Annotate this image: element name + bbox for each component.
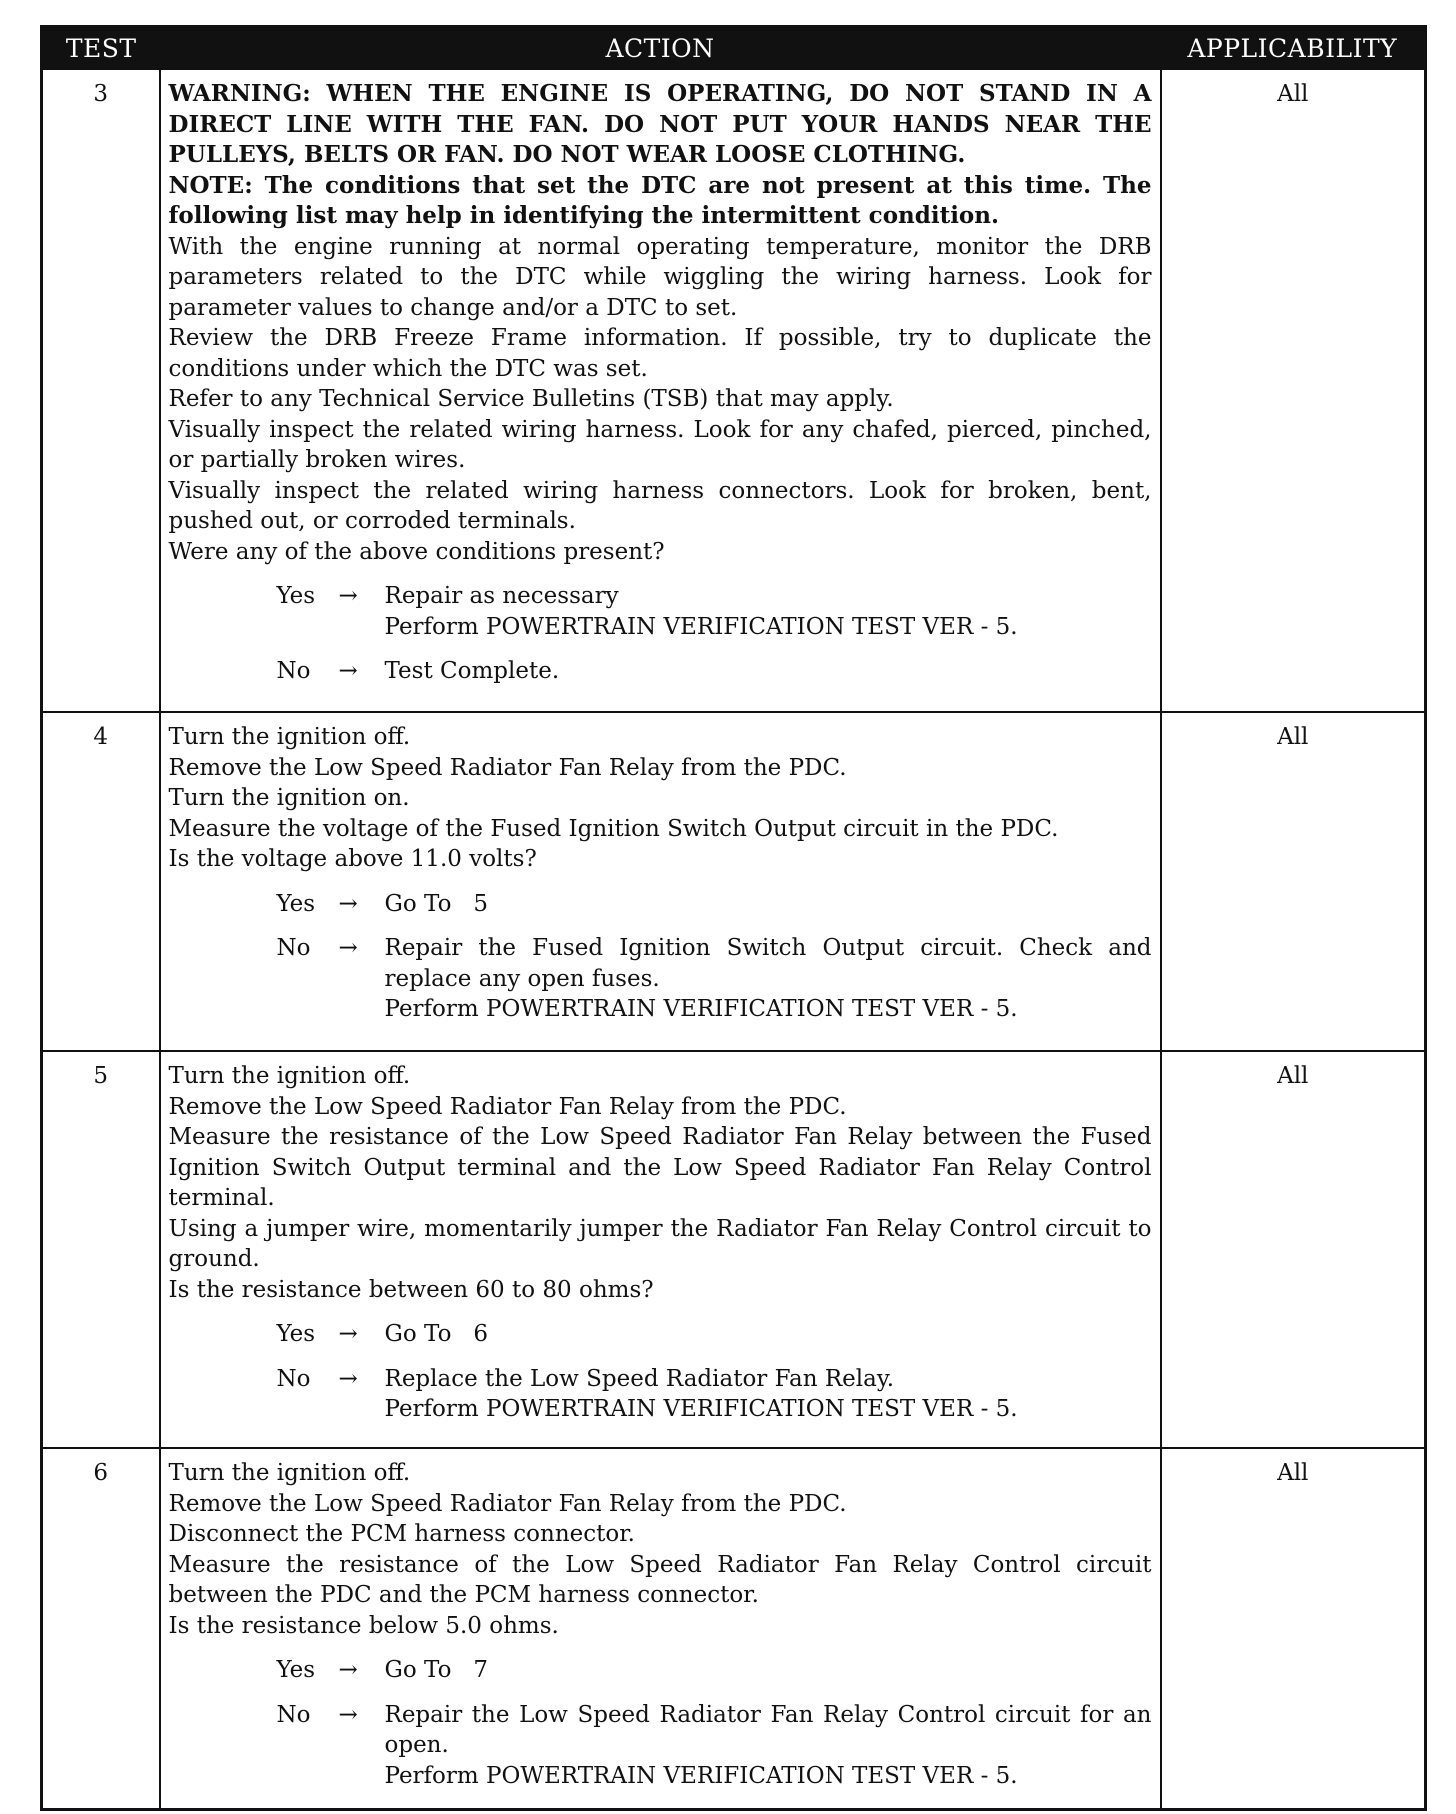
result-action-line: Go To 5 — [384, 890, 488, 917]
instruction-line: Is the resistance between 60 to 80 ohms? — [168, 1276, 654, 1303]
right-arrow-icon: → — [338, 583, 358, 609]
result-options — [169, 1319, 1152, 1425]
result-option-text — [385, 1655, 1152, 1686]
action-cell — [160, 1448, 1161, 1809]
instruction-line: Visually inspect the related wiring harness connectors. Look for broken, bent, pushed out, or corroded terminals. — [168, 477, 1152, 534]
table-row — [42, 1051, 1426, 1448]
right-arrow-icon: → — [338, 1365, 358, 1392]
result-option-no — [277, 656, 1152, 687]
right-arrow-icon: → — [338, 1657, 358, 1683]
instruction-line: Remove the Low Speed Radiator Fan Relay from the PDC. — [168, 1093, 847, 1120]
result-option-no — [277, 1364, 1152, 1425]
result-action-line: Repair the Fused Ignition Switch Output circuit. Check and replace any open fuses. — [384, 935, 1152, 992]
instruction-line: Turn the ignition on. — [168, 785, 410, 811]
result-option-text — [385, 1364, 1152, 1425]
table-body — [42, 69, 1426, 1809]
result-action-line: Perform POWERTRAIN VERIFICATION TEST VER - 5. — [384, 1762, 1018, 1789]
instruction-line: Measure the resistance of the Low Speed Radiator Fan Relay Control circuit between the PDC and the PCM harness connector. — [168, 1551, 1152, 1608]
instruction-line: Using a jumper wire, momentarily jumper the Radiator Fan Relay Control circuit to ground. — [168, 1215, 1152, 1272]
instruction-line: Measure the resistance of the Low Speed Radiator Fan Relay between the Fused Ignition Switch Output terminal and the Low Speed Radiator Fan Relay Control terminal. — [168, 1124, 1152, 1211]
result-option-text — [385, 656, 1152, 687]
right-arrow-icon: → — [338, 658, 358, 684]
instruction-line: Remove the Low Speed Radiator Fan Relay from the PDC. — [168, 1490, 847, 1517]
result-action-line: Perform POWERTRAIN VERIFICATION TEST VER - 5. — [384, 996, 1018, 1022]
applicability-value: All — [1161, 712, 1426, 1051]
applicability-value: All — [1161, 69, 1426, 712]
right-arrow-icon: → — [338, 1321, 358, 1347]
result-action-line: Test Complete. — [384, 658, 560, 684]
result-action-line: Go To 6 — [384, 1321, 488, 1347]
result-option-yes — [277, 889, 1152, 920]
instruction-line: Review the DRB Freeze Frame information. If possible, try to duplicate the conditions under which the DTC was set. — [168, 325, 1152, 382]
result-options — [169, 1655, 1152, 1791]
instruction-line: Is the resistance below 5.0 ohms. — [168, 1612, 559, 1639]
applicability-column-header: APPLICABILITY — [1161, 27, 1426, 70]
result-option-text — [385, 581, 1152, 642]
instruction-line: Turn the ignition off. — [168, 724, 411, 750]
test-number: 4 — [42, 712, 160, 1051]
result-option-yes — [277, 1655, 1152, 1686]
action-cell — [160, 1051, 1161, 1448]
result-option-text — [385, 933, 1152, 1025]
result-action-line: Perform POWERTRAIN VERIFICATION TEST VER - 5. — [384, 1396, 1018, 1422]
result-option-label: No — [276, 1365, 311, 1392]
instruction-line: Refer to any Technical Service Bulletins (TSB) that may apply. — [168, 386, 894, 412]
applicability-value: All — [1161, 1051, 1426, 1448]
instruction-line: Measure the voltage of the Fused Ignition Switch Output circuit in the PDC. — [168, 815, 1059, 842]
result-action-line: Go To 7 — [384, 1657, 488, 1683]
instruction-line: With the engine running at normal operating temperature, monitor the DRB parameters related to the DTC while wiggling the wiring harness. Look for parameter values to change and/or a DTC to set. — [168, 233, 1152, 321]
applicability-value: All — [1161, 1448, 1426, 1809]
test-column-header: TEST — [42, 27, 160, 70]
table-row — [42, 1448, 1426, 1809]
result-action-line: Perform POWERTRAIN VERIFICATION TEST VER - 5. — [384, 613, 1018, 640]
result-option-no — [277, 933, 1152, 1025]
instruction-line: Were any of the above conditions present? — [168, 538, 665, 565]
warning-text: WARNING: WHEN THE ENGINE IS OPERATING, DO NOT STAND IN A DIRECT LINE WITH THE FAN. DO NOT PUT YOUR HANDS NEAR THE PULLEYS, BELTS OR FAN. DO NOT WEAR LOOSE CLOTHING. — [168, 80, 1152, 168]
result-option-label: No — [276, 1701, 311, 1728]
right-arrow-icon: → — [338, 935, 358, 961]
result-option-label: Yes — [276, 1657, 316, 1683]
result-option-no — [277, 1700, 1152, 1792]
instruction-line: Disconnect the PCM harness connector. — [168, 1521, 635, 1547]
instruction-line: Turn the ignition off. — [168, 1063, 411, 1089]
result-option-label: Yes — [276, 890, 316, 917]
instruction-line: Is the voltage above 11.0 volts? — [168, 846, 537, 872]
result-option-yes — [277, 1319, 1152, 1350]
result-option-label: Yes — [276, 583, 316, 609]
result-option-text — [385, 889, 1152, 920]
test-number: 5 — [42, 1051, 160, 1448]
result-options — [169, 581, 1152, 687]
result-option-text — [385, 1319, 1152, 1350]
right-arrow-icon: → — [338, 890, 358, 917]
diagnostic-test-table — [40, 25, 1427, 1811]
result-action-line: Repair the Low Speed Radiator Fan Relay Control circuit for an open. — [384, 1701, 1152, 1758]
table-row — [42, 69, 1426, 712]
result-option-label: No — [276, 935, 311, 961]
note-text: NOTE: The conditions that set the DTC are not present at this time. The following list may help in identifying the intermittent condition. — [168, 171, 1152, 229]
action-cell — [160, 69, 1161, 712]
result-options — [169, 889, 1152, 1025]
table-row — [42, 712, 1426, 1051]
table-header — [42, 27, 1426, 70]
result-option-yes — [277, 581, 1152, 642]
result-option-label: No — [276, 658, 311, 684]
instruction-line: Remove the Low Speed Radiator Fan Relay from the PDC. — [168, 754, 847, 781]
test-number: 6 — [42, 1448, 160, 1809]
instruction-line: Visually inspect the related wiring harness. Look for any chafed, pierced, pinched, or partially broken wires. — [168, 416, 1152, 473]
action-column-header: ACTION — [160, 27, 1161, 70]
result-option-label: Yes — [276, 1321, 316, 1347]
result-option-text — [385, 1700, 1152, 1792]
result-action-line: Replace the Low Speed Radiator Fan Relay. — [384, 1365, 895, 1392]
result-action-line: Repair as necessary — [384, 583, 619, 609]
action-cell — [160, 712, 1161, 1051]
right-arrow-icon: → — [338, 1701, 358, 1728]
instruction-line: Turn the ignition off. — [168, 1460, 411, 1486]
test-number: 3 — [42, 69, 160, 712]
